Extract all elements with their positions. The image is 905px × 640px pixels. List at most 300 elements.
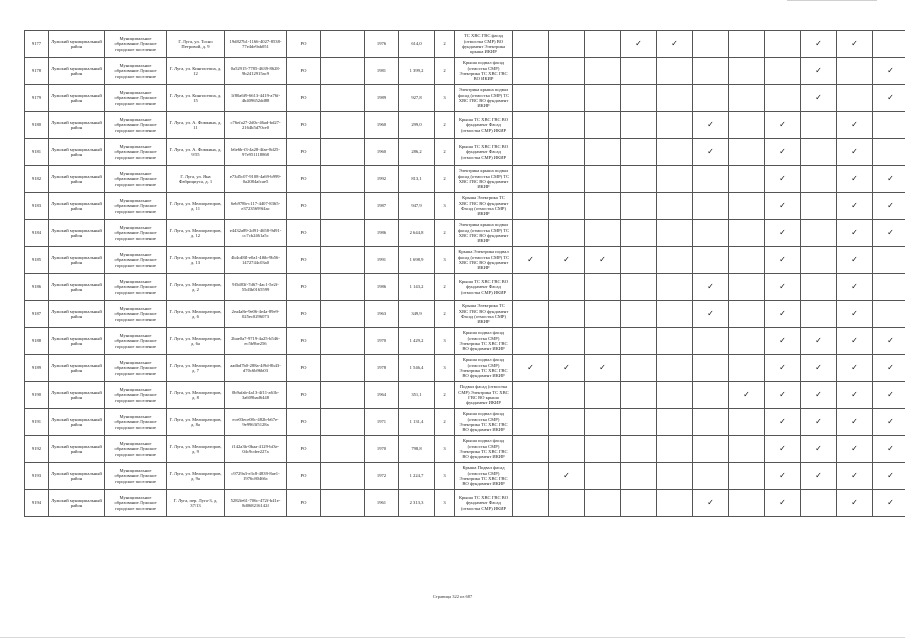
work-check-cell [801, 85, 837, 112]
work-check-cell [873, 301, 905, 328]
work-check-cell [837, 247, 873, 274]
work-check-cell [513, 58, 549, 85]
district-cell: Лужский муниципальный район [49, 409, 105, 436]
checkmark-icon: ✓ [779, 200, 786, 210]
checkmark-icon: ✓ [779, 416, 786, 426]
work-check-cell [585, 463, 621, 490]
checkmark-icon: ✓ [779, 146, 786, 156]
category-cell: 2 [435, 58, 455, 85]
row-number: 9180 [25, 112, 49, 139]
work-check-cell [585, 409, 621, 436]
region-code-cell: РО [287, 193, 321, 220]
works-cell: Крыша подвал фасад (отмостка СМР) Электрика ТС ХВС ГВС ВО ИКИР [455, 58, 513, 85]
checkmark-icon: ✓ [887, 470, 894, 480]
municipality-cell: Муниципальное образование Лужское городское поселение [105, 220, 167, 247]
municipality-cell: Муниципальное образование Лужское городское поселение [105, 139, 167, 166]
district-cell: Лужский муниципальный район [49, 247, 105, 274]
category-cell: 2 [435, 166, 455, 193]
fias-code-cell: b6e6b-f3-4a28-4fae-8d25-97e951118868 [225, 139, 287, 166]
row-number: 9188 [25, 328, 49, 355]
table-row [25, 436, 905, 463]
work-check-cell [873, 355, 905, 382]
address-cell: Г. Луга, ул. Яна Фабрициуса, д. 1 [167, 166, 225, 193]
work-check-cell [657, 193, 693, 220]
municipality-cell: Муниципальное образование Лужское городское поселение [105, 301, 167, 328]
region-code-cell: РО [287, 220, 321, 247]
work-check-cell [621, 463, 657, 490]
fias-code-cell: e73d5c07-9108-4a69-b999-0a2084afcae5 [225, 166, 287, 193]
work-check-cell [549, 220, 585, 247]
fias-code-cell: 1f80a6f9-6613-4419-a76f-4b409652dd88 [225, 85, 287, 112]
checkmark-icon: ✓ [815, 38, 822, 48]
checkmark-icon: ✓ [851, 497, 858, 507]
work-check-cell [693, 382, 729, 409]
work-check-cell [837, 166, 873, 193]
work-check-cell [621, 409, 657, 436]
checkmark-icon: ✓ [851, 146, 858, 156]
work-check-cell [837, 301, 873, 328]
checkmark-icon: ✓ [779, 470, 786, 480]
work-check-cell [801, 463, 837, 490]
row-number: 9185 [25, 247, 49, 274]
works-cell: Электрика крыша подвал фасад (отмостка СМР) ТС ХВС ГВС ВО фундамент ИКИР [455, 220, 513, 247]
work-check-cell [765, 490, 801, 517]
work-check-cell [549, 274, 585, 301]
work-check-cell [657, 463, 693, 490]
checkmark-icon: ✓ [887, 497, 894, 507]
work-check-cell [549, 355, 585, 382]
checkmark-icon: ✓ [599, 362, 606, 372]
checkmark-icon: ✓ [851, 38, 858, 48]
work-check-cell [693, 85, 729, 112]
checkmark-icon: ✓ [707, 308, 714, 318]
checkmark-icon: ✓ [851, 254, 858, 264]
scan-artifact-line [0, 637, 905, 638]
work-check-cell [585, 139, 621, 166]
category-cell: 2 [435, 112, 455, 139]
checkmark-icon: ✓ [851, 200, 858, 210]
row-number: 9191 [25, 409, 49, 436]
table-row [25, 31, 905, 58]
work-check-cell [657, 166, 693, 193]
work-check-cell [513, 247, 549, 274]
category-cell: 3 [435, 490, 455, 517]
work-check-cell [585, 112, 621, 139]
work-check-cell [693, 220, 729, 247]
municipality-cell: Муниципальное образование Лужское городское поселение [105, 436, 167, 463]
table-row [25, 220, 905, 247]
work-check-cell [549, 31, 585, 58]
work-check-cell [585, 301, 621, 328]
work-check-cell [621, 301, 657, 328]
checkmark-icon: ✓ [851, 362, 858, 372]
year-cell: 1978 [365, 355, 399, 382]
work-check-cell [729, 112, 765, 139]
work-check-cell [801, 247, 837, 274]
work-check-cell [621, 490, 657, 517]
work-check-cell [837, 328, 873, 355]
checkmark-icon: ✓ [815, 416, 822, 426]
work-check-cell [549, 301, 585, 328]
work-check-cell [837, 112, 873, 139]
fias-code-cell: f142a3b-0baa-4129-bf3e-04c9cdee227a [225, 436, 287, 463]
row-number: 9192 [25, 436, 49, 463]
table-row [25, 139, 905, 166]
address-cell: Г. Луга, ул. Мелиораторов, д. 2 [167, 274, 225, 301]
empty-cell [321, 490, 365, 517]
year-cell: 1971 [365, 409, 399, 436]
address-cell: Г. Луга, ул. Кингисеппа, д. 15 [167, 85, 225, 112]
region-code-cell: РО [287, 112, 321, 139]
work-check-cell [801, 301, 837, 328]
checkmark-icon: ✓ [527, 362, 534, 372]
empty-cell [321, 112, 365, 139]
district-cell: Лужский муниципальный район [49, 58, 105, 85]
checkmark-icon: ✓ [779, 308, 786, 318]
table-row [25, 274, 905, 301]
table-row [25, 463, 905, 490]
address-cell: Г. Луга, ул. А. Фомкина, д. 11 [167, 112, 225, 139]
district-cell: Лужский муниципальный район [49, 355, 105, 382]
work-check-cell [765, 193, 801, 220]
year-cell: 1964 [365, 382, 399, 409]
work-check-cell [729, 85, 765, 112]
category-cell: 2 [435, 31, 455, 58]
work-check-cell [693, 166, 729, 193]
district-cell: Лужский муниципальный район [49, 436, 105, 463]
work-check-cell [621, 274, 657, 301]
fias-code-cell: 6eb978b-c117-4407-8365-e37235699f4ac [225, 193, 287, 220]
category-cell: 2 [435, 409, 455, 436]
empty-cell [321, 220, 365, 247]
municipality-cell: Муниципальное образование Лужское городское поселение [105, 382, 167, 409]
work-check-cell [693, 31, 729, 58]
checkmark-icon: ✓ [779, 173, 786, 183]
municipality-cell: Муниципальное образование Лужское городское поселение [105, 409, 167, 436]
work-check-cell [729, 31, 765, 58]
row-number: 9186 [25, 274, 49, 301]
address-cell: Г. Луга, ул. Мелиораторов, д. 9 [167, 436, 225, 463]
checkmark-icon: ✓ [779, 443, 786, 453]
work-check-cell [765, 139, 801, 166]
checkmark-icon: ✓ [887, 335, 894, 345]
work-check-cell [693, 355, 729, 382]
fias-code-cell: ece03ece08c-482b-b67e-9e9963f5128a [225, 409, 287, 436]
work-check-cell [513, 193, 549, 220]
municipality-cell: Муниципальное образование Лужское городское поселение [105, 112, 167, 139]
work-check-cell [693, 274, 729, 301]
work-check-cell [513, 166, 549, 193]
checkmark-icon: ✓ [887, 200, 894, 210]
page-footer: Страница 322 из 687 [432, 594, 473, 599]
row-number: 9183 [25, 193, 49, 220]
year-cell: 1961 [365, 490, 399, 517]
checkmark-icon: ✓ [779, 281, 786, 291]
region-code-cell: РО [287, 85, 321, 112]
empty-cell [321, 85, 365, 112]
work-check-cell [873, 31, 905, 58]
area-cell: 1 698,9 [399, 247, 435, 274]
work-check-cell [765, 355, 801, 382]
area-cell: 1 143,2 [399, 274, 435, 301]
work-check-cell [729, 166, 765, 193]
checkmark-icon: ✓ [851, 335, 858, 345]
area-cell: 614,0 [399, 31, 435, 58]
checkmark-icon: ✓ [851, 281, 858, 291]
fias-code-cell: 9f5d83f-7d67-4ac1-5e2f-55d3b0165599 [225, 274, 287, 301]
row-number: 9193 [25, 463, 49, 490]
area-cell: 2 644,8 [399, 220, 435, 247]
area-cell: 1 131,4 [399, 409, 435, 436]
work-check-cell [657, 31, 693, 58]
housing-register-table [24, 30, 905, 517]
checkmark-icon: ✓ [599, 254, 606, 264]
year-cell: 1986 [365, 274, 399, 301]
work-check-cell [621, 85, 657, 112]
district-cell: Лужский муниципальный район [49, 220, 105, 247]
area-cell: 927,8 [399, 85, 435, 112]
work-check-cell [693, 58, 729, 85]
works-cell: ТС ХВС ГВС фасад (отмостка СМР) ВО фундамент Электрика крыша ИКИР [455, 31, 513, 58]
work-check-cell [549, 490, 585, 517]
row-number: 9181 [25, 139, 49, 166]
work-check-cell [513, 382, 549, 409]
category-cell: 2 [435, 301, 455, 328]
work-check-cell [513, 328, 549, 355]
work-check-cell [693, 301, 729, 328]
checkmark-icon: ✓ [815, 470, 822, 480]
checkmark-icon: ✓ [635, 38, 642, 48]
row-number: 9194 [25, 490, 49, 517]
work-check-cell [837, 58, 873, 85]
address-cell: Г. Луга, ул. Мелиораторов, д. 9а [167, 463, 225, 490]
work-check-cell [693, 328, 729, 355]
district-cell: Лужский муниципальный район [49, 328, 105, 355]
checkmark-icon: ✓ [527, 254, 534, 264]
row-number: 9184 [25, 220, 49, 247]
category-cell: 3 [435, 463, 455, 490]
work-check-cell [837, 436, 873, 463]
address-cell: Г. Луга, ул. Мелиораторов, д. 7 [167, 355, 225, 382]
work-check-cell [801, 382, 837, 409]
work-check-cell [873, 382, 905, 409]
district-cell: Лужский муниципальный район [49, 85, 105, 112]
address-cell: Г. Луга, ул. Мелиораторов, д. 8а [167, 409, 225, 436]
work-check-cell [873, 463, 905, 490]
work-check-cell [513, 409, 549, 436]
work-check-cell [549, 247, 585, 274]
checkmark-icon: ✓ [851, 470, 858, 480]
region-code-cell: РО [287, 139, 321, 166]
region-code-cell: РО [287, 355, 321, 382]
work-check-cell [765, 274, 801, 301]
works-cell: Электрика крыша подвал фасад (отмостка СМР) ТС ХВС ГВС ВО фундамент ИКИР [455, 166, 513, 193]
work-check-cell [621, 328, 657, 355]
work-check-cell [729, 247, 765, 274]
area-cell: 1 429,2 [399, 328, 435, 355]
works-cell: Крыша подвал фасад (отмостка СМР) Электрика ТС ХВС ГВС ВО фундамент ИКИР [455, 355, 513, 382]
checkmark-icon: ✓ [563, 362, 570, 372]
work-check-cell [693, 112, 729, 139]
checkmark-icon: ✓ [815, 362, 822, 372]
works-cell: Крыша подвал фасад (отмостка СМР) Электрика ТС ХВС ГВС ВО фундамент ИКИР [455, 328, 513, 355]
work-check-cell [585, 193, 621, 220]
work-check-cell [513, 139, 549, 166]
work-check-cell [765, 58, 801, 85]
work-check-cell [801, 274, 837, 301]
fias-code-cell: 5282fe61-706c-472f-b41e-8d068216142f [225, 490, 287, 517]
empty-cell [321, 193, 365, 220]
work-check-cell [549, 58, 585, 85]
work-check-cell [837, 409, 873, 436]
work-check-cell [873, 328, 905, 355]
address-cell: Г. Луга, ул. Кингисеппа, д. 12 [167, 58, 225, 85]
work-check-cell [585, 355, 621, 382]
work-check-cell [729, 193, 765, 220]
work-check-cell [873, 85, 905, 112]
work-check-cell [765, 247, 801, 274]
row-number: 9178 [25, 58, 49, 85]
district-cell: Лужский муниципальный район [49, 382, 105, 409]
work-check-cell [873, 166, 905, 193]
empty-cell [321, 247, 365, 274]
work-check-cell [657, 436, 693, 463]
work-check-cell [585, 274, 621, 301]
work-check-cell [693, 247, 729, 274]
work-check-cell [837, 220, 873, 247]
year-cell: 1986 [365, 220, 399, 247]
checkmark-icon: ✓ [707, 497, 714, 507]
district-cell: Лужский муниципальный район [49, 31, 105, 58]
works-cell: Крыша Электрика ТС ХВС ГВС ВО фундамент Фасад (отмостка СМР) ИКИР [455, 301, 513, 328]
work-check-cell [837, 274, 873, 301]
category-cell: 2 [435, 139, 455, 166]
address-cell: Г. Луга, пер. Луга-3, д. 37/13 [167, 490, 225, 517]
work-check-cell [657, 301, 693, 328]
empty-cell [321, 355, 365, 382]
address-cell: Г. Луга, ул. Мелиораторов, д. 6а [167, 328, 225, 355]
work-check-cell [765, 31, 801, 58]
work-check-cell [513, 85, 549, 112]
checkmark-icon: ✓ [779, 362, 786, 372]
work-check-cell [549, 85, 585, 112]
checkmark-icon: ✓ [851, 389, 858, 399]
checkmark-icon: ✓ [815, 65, 822, 75]
area-cell: 1 399,2 [399, 58, 435, 85]
area-cell: 813,1 [399, 166, 435, 193]
table-row [25, 112, 905, 139]
work-check-cell [765, 301, 801, 328]
work-check-cell [837, 463, 873, 490]
work-check-cell [873, 193, 905, 220]
table-row [25, 328, 905, 355]
work-check-cell [693, 463, 729, 490]
address-cell: Г. Луга, ул. Мелиораторов, д. 6 [167, 301, 225, 328]
fias-code-cell: 0a52915-7785-4639-8628-9b2412915ac9 [225, 58, 287, 85]
area-cell: 351,1 [399, 382, 435, 409]
work-check-cell [549, 112, 585, 139]
work-check-cell [765, 220, 801, 247]
work-check-cell [621, 355, 657, 382]
year-cell: 1991 [365, 247, 399, 274]
work-check-cell [657, 328, 693, 355]
checkmark-icon: ✓ [887, 173, 894, 183]
work-check-cell [837, 139, 873, 166]
work-check-cell [801, 193, 837, 220]
fias-code-cell: 2bae0a7-9719-4a25-b546-ec5b9be256 [225, 328, 287, 355]
work-check-cell [765, 436, 801, 463]
work-check-cell [729, 436, 765, 463]
empty-cell [321, 328, 365, 355]
work-check-cell [801, 166, 837, 193]
district-cell: Лужский муниципальный район [49, 139, 105, 166]
work-check-cell [837, 193, 873, 220]
address-cell: Г. Луга, ул. Мелиораторов, д. 8 [167, 382, 225, 409]
address-cell: Г. Луга, ул. Мелиораторов, д. 12 [167, 220, 225, 247]
work-check-cell [873, 112, 905, 139]
work-check-cell [873, 58, 905, 85]
work-check-cell [801, 436, 837, 463]
work-check-cell [549, 382, 585, 409]
work-check-cell [765, 112, 801, 139]
works-cell: Крыша ТС ХВС ГВС ВО фундамент Фасад (отмостка СМР) ИКИР [455, 112, 513, 139]
work-check-cell [801, 355, 837, 382]
works-cell: Крыша Электрика подвал фасад (отмостка СМР) ТС ХВС ГВС ВО фундамент ИКИР [455, 247, 513, 274]
checkmark-icon: ✓ [671, 38, 678, 48]
work-check-cell [801, 328, 837, 355]
checkmark-icon: ✓ [887, 389, 894, 399]
district-cell: Лужский муниципальный район [49, 274, 105, 301]
work-check-cell [729, 409, 765, 436]
work-check-cell [657, 58, 693, 85]
region-code-cell: РО [287, 274, 321, 301]
empty-cell [321, 274, 365, 301]
work-check-cell [657, 355, 693, 382]
region-code-cell: РО [287, 436, 321, 463]
fias-code-cell: 19d827b1-1166-4027-8538-77e4de9ab051 [225, 31, 287, 58]
municipality-cell: Муниципальное образование Лужское городское поселение [105, 193, 167, 220]
fias-code-cell: c76efa27-2d0c-46ad-bd27-2164b5d70ce0 [225, 112, 287, 139]
region-code-cell: РО [287, 382, 321, 409]
checkmark-icon: ✓ [887, 92, 894, 102]
table-row [25, 355, 905, 382]
municipality-cell: Муниципальное образование Лужское городское поселение [105, 463, 167, 490]
area-cell: 1 224,7 [399, 463, 435, 490]
table-row [25, 490, 905, 517]
year-cell: 1981 [365, 58, 399, 85]
row-number: 9190 [25, 382, 49, 409]
work-check-cell [729, 355, 765, 382]
row-number: 9189 [25, 355, 49, 382]
empty-cell [321, 139, 365, 166]
checkmark-icon: ✓ [563, 470, 570, 480]
work-check-cell [765, 166, 801, 193]
table-row [25, 85, 905, 112]
category-cell: 3 [435, 85, 455, 112]
fias-code-cell: 0b9afab-4a13-4f11-a61b-3a609bad6448 [225, 382, 287, 409]
work-check-cell [549, 436, 585, 463]
year-cell: 1963 [365, 301, 399, 328]
table-row [25, 166, 905, 193]
work-check-cell [837, 490, 873, 517]
municipality-cell: Муниципальное образование Лужское городское поселение [105, 355, 167, 382]
work-check-cell [549, 409, 585, 436]
checkmark-icon: ✓ [563, 254, 570, 264]
work-check-cell [657, 490, 693, 517]
table-row [25, 301, 905, 328]
work-check-cell [585, 328, 621, 355]
municipality-cell: Муниципальное образование Лужское городское поселение [105, 31, 167, 58]
